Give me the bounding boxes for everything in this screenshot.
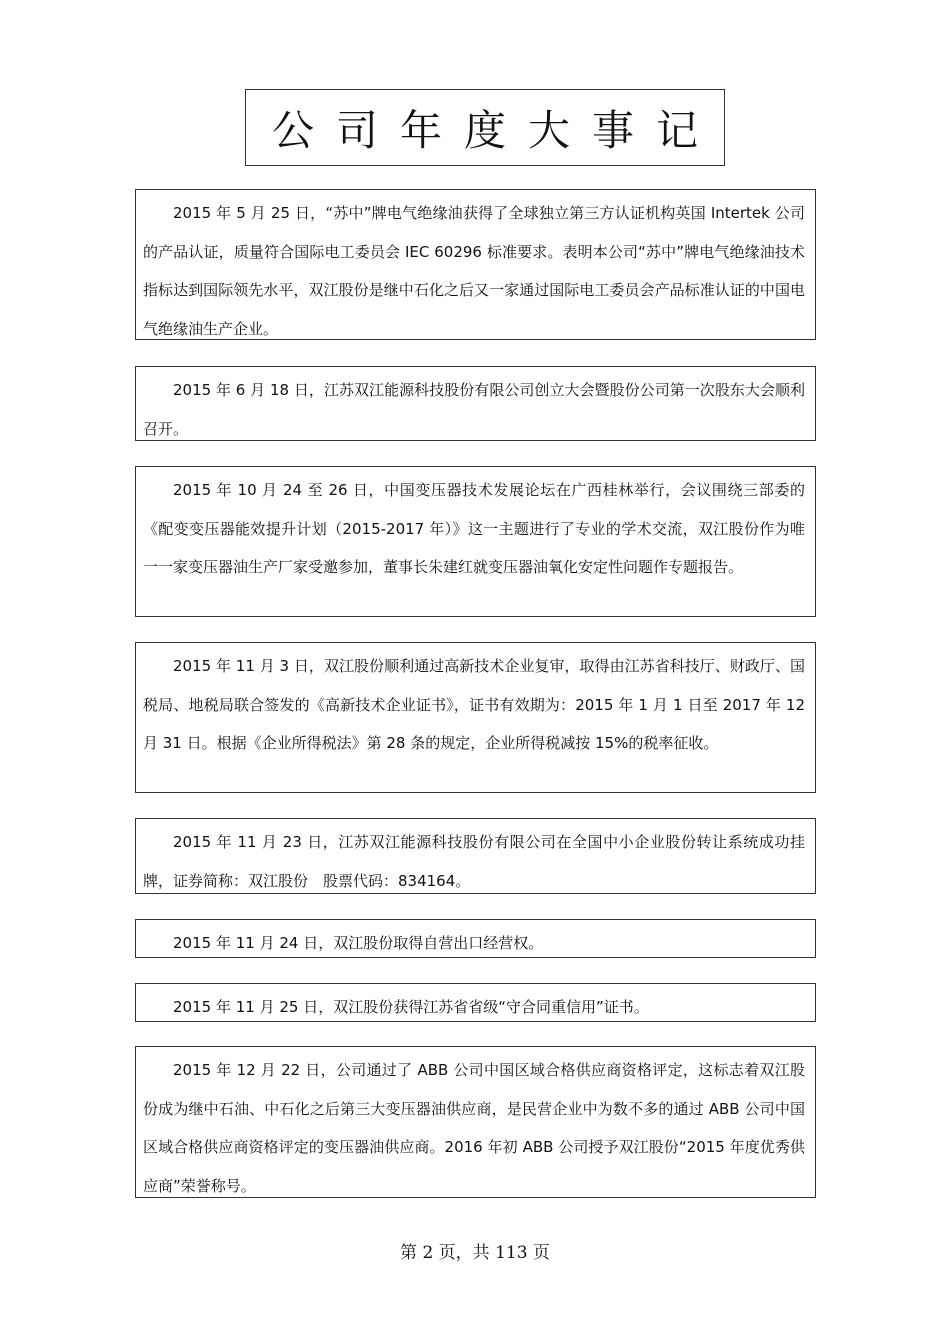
event-box-6 <box>135 919 816 958</box>
page-title: 公司年度大事记 <box>271 105 720 155</box>
event-text: 2015 年 10 月 24 至 26 日，中国变压器技术发展论坛在广西桂林举行，会议围绕三部委的《配变变压器能效提升计划（2015-2017 年）》这一主题进行了专业的学术交流，双江股份作为唯一一家变压器油生产厂家受邀参加，董事长朱建红就变压器油氧化安定性问题作专题报告。 <box>143 481 805 576</box>
event-box-1 <box>135 189 816 340</box>
event-text: 2015 年 11 月 23 日，江苏双江能源科技股份有限公司在全国中小企业股份转让系统成功挂牌，证券简称：双江股份 股票代码：834164。 <box>143 833 805 890</box>
event-text: 2015 年 11 月 3 日，双江股份顺利通过高新技术企业复审，取得由江苏省科技厅、财政厅、国税局、地税局联合签发的《高新技术企业证书》，证书有效期为：2015 年 1 月 1 日至 2017 年 12 月 31 日。根据《企业所得税法》第 28 条的规定，企业所得税减按 15%的税率征收。 <box>143 657 805 752</box>
page-number: 第 2 页，共 113 页 <box>400 1243 550 1263</box>
event-box-5 <box>135 818 816 894</box>
event-text: 2015 年 11 月 24 日，双江股份取得自营出口经营权。 <box>173 934 544 952</box>
event-text: 2015 年 6 月 18 日，江苏双江能源科技股份有限公司创立大会暨股份公司第一次股东大会顺利召开。 <box>143 381 805 438</box>
event-text: 2015 年 5 月 25 日，“苏中”牌电气绝缘油获得了全球独立第三方认证机构英国 Intertek 公司的产品认证，质量符合国际电工委员会 IEC 60296 标准要求。表明本公司“苏中”牌电气绝缘油技术指标达到国际领先水平，双江股份是继中石化之后又一家通过国际电工委员会产品标准认证的中国电气绝缘油生产企业。 <box>143 204 805 338</box>
event-box-7 <box>135 983 816 1022</box>
event-box-8 <box>135 1046 816 1198</box>
title-box <box>245 89 725 166</box>
event-text: 2015 年 11 月 25 日，双江股份获得江苏省省级“守合同重信用”证书。 <box>173 998 649 1016</box>
event-box-2 <box>135 366 816 441</box>
event-box-4 <box>135 642 816 793</box>
event-text: 2015 年 12 月 22 日，公司通过了 ABB 公司中国区域合格供应商资格评定，这标志着双江股份成为继中石油、中石化之后第三大变压器油供应商，是民营企业中为数不多的通过 ABB 公司中国区域合格供应商资格评定的变压器油供应商。2016 年初 ABB 公司授予双江股份“2015 年度优秀供应商”荣誉称号。 <box>143 1061 805 1195</box>
event-box-3 <box>135 466 816 617</box>
